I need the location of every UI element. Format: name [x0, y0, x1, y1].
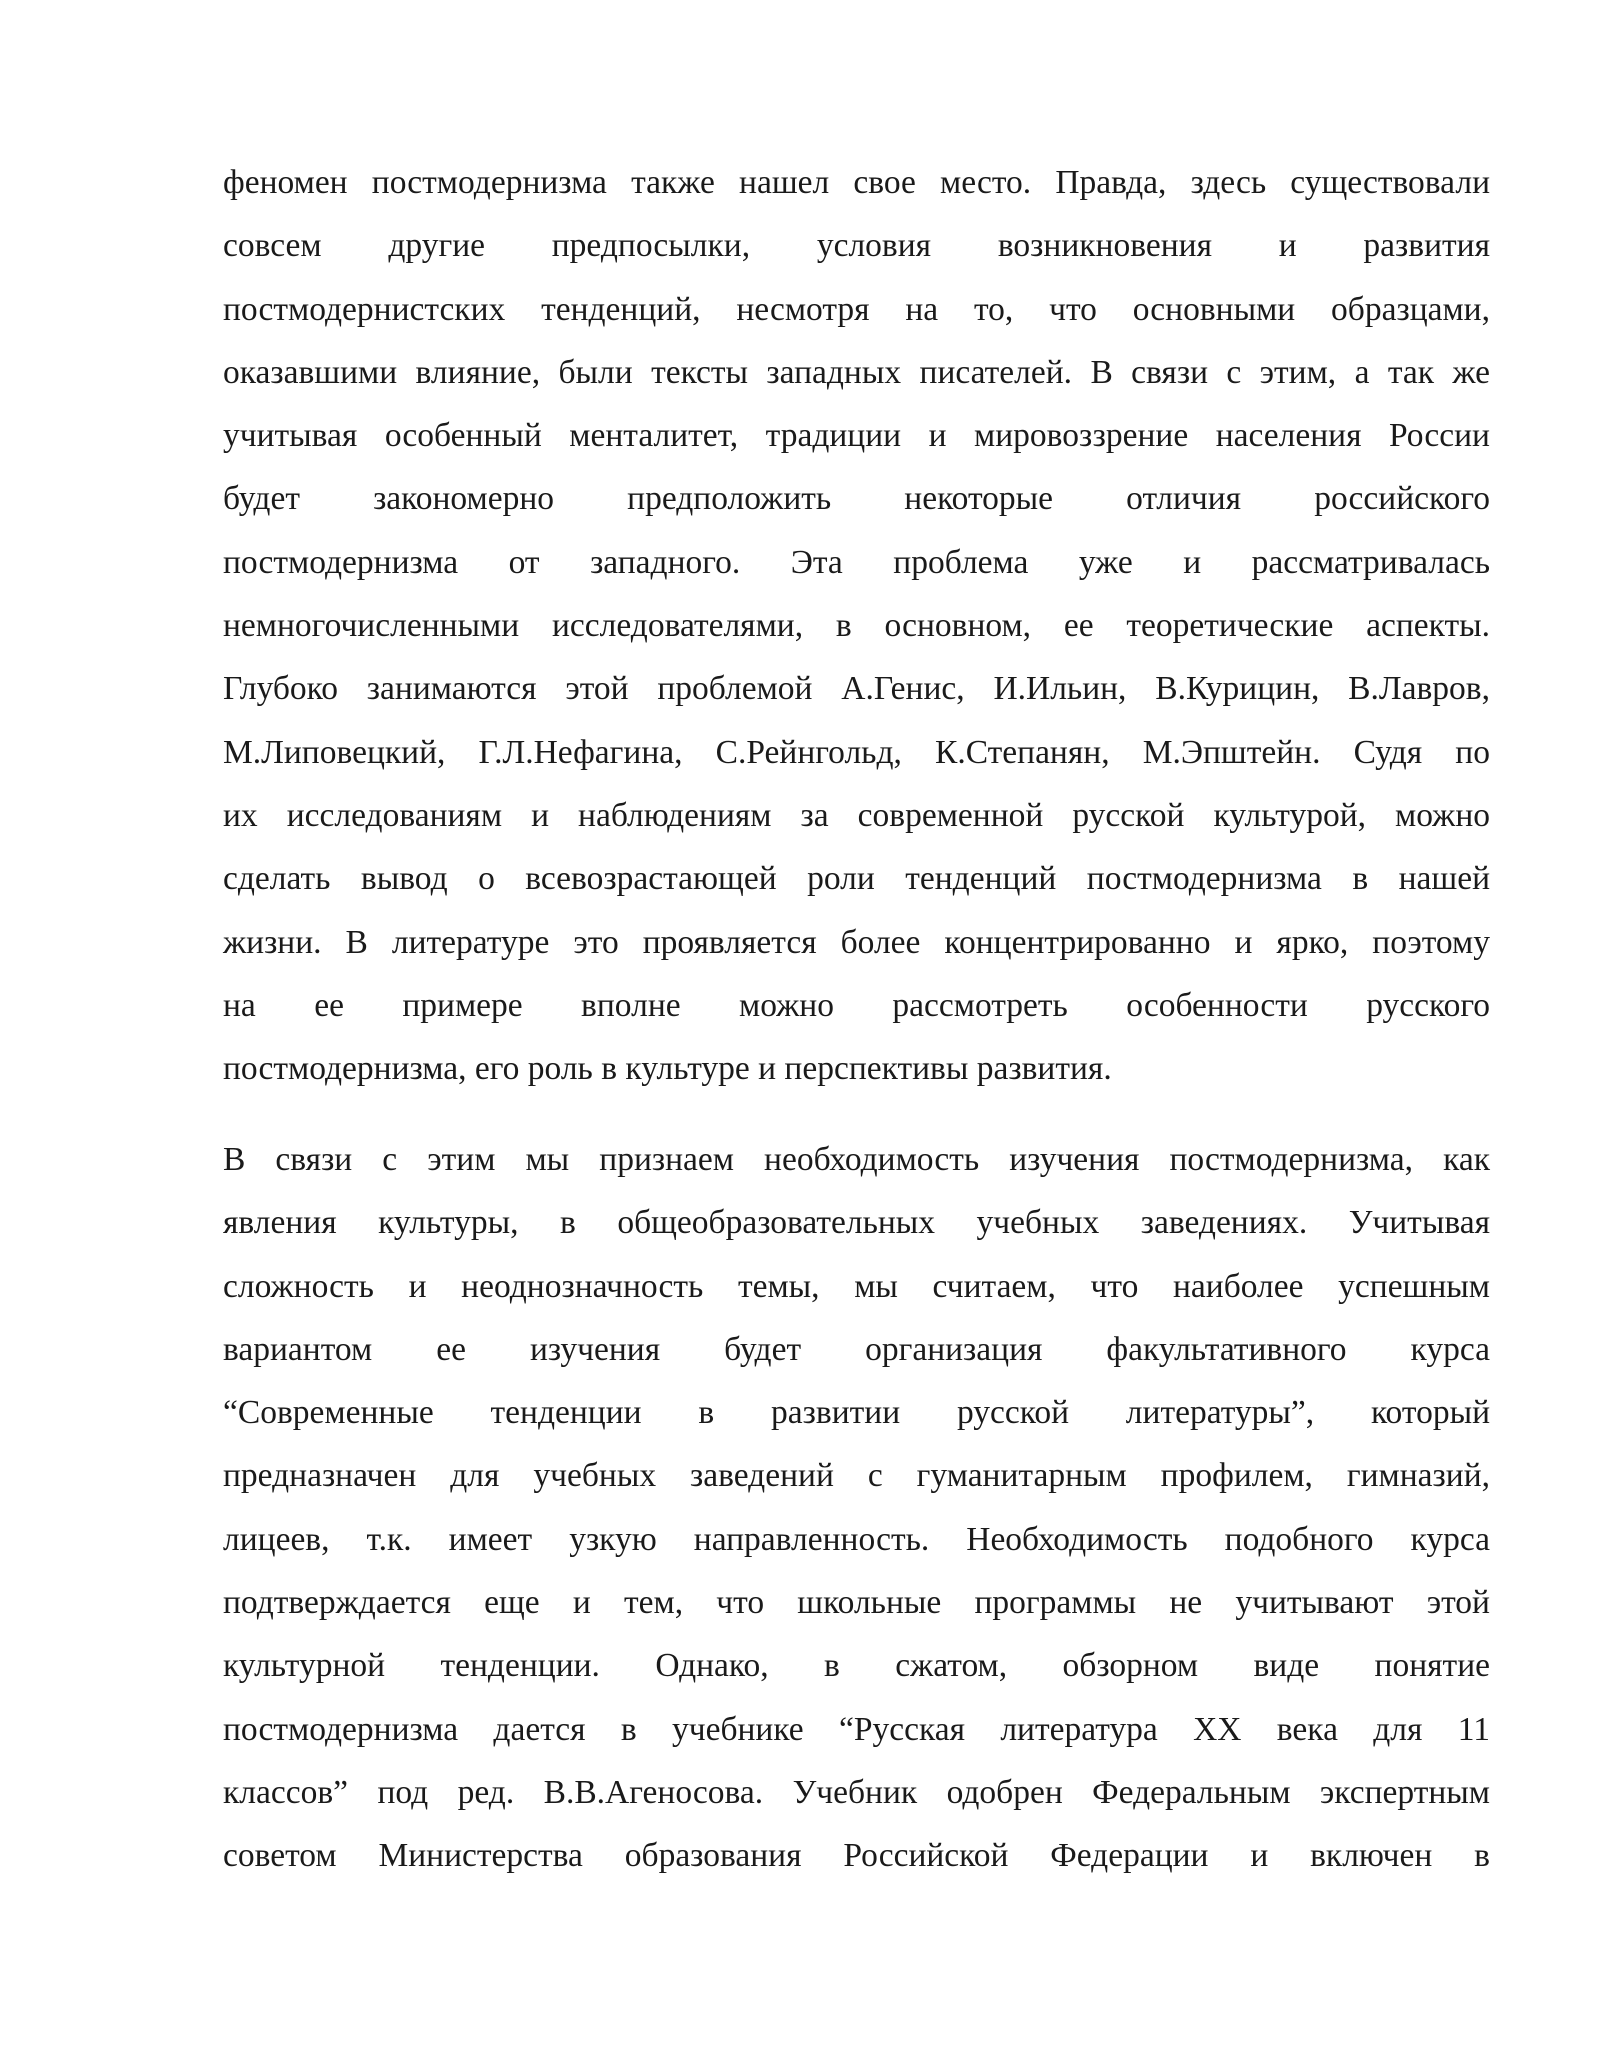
text-line: вариантом ее изучения будет организация факультативного курса	[223, 1330, 1490, 1368]
text-line: будет закономерно предположить некоторые отличия российского	[223, 480, 1490, 518]
text-line: постмодернизма, его роль в культуре и перспективы развития.	[223, 1050, 1112, 1088]
text-line: “Современные тенденции в развитии русской литературы”, который	[223, 1394, 1490, 1432]
paragraph	[223, 1128, 1490, 1888]
text-line: советом Министерства образования Российской Федерации и включен в	[223, 1837, 1490, 1875]
text-line: постмодернизма дается в учебнике “Русская литература XX века для 11	[223, 1710, 1490, 1748]
text-line: классов” под ред. В.В.Агеносова. Учебник одобрен Федеральным экспертным	[223, 1773, 1490, 1811]
text-line: явления культуры, в общеобразовательных учебных заведениях. Учитывая	[223, 1204, 1490, 1242]
text-line: подтверждается еще и тем, что школьные программы не учитывают этой	[223, 1584, 1490, 1622]
text-line: их исследованиям и наблюдениям за современной русской культурой, можно	[223, 796, 1490, 834]
text-line: лицеев, т.к. имеет узкую направленность. Необходимость подобного курса	[223, 1520, 1490, 1558]
text-line: Глубоко занимаются этой проблемой А.Генис, И.Ильин, В.Курицин, В.Лавров,	[223, 670, 1490, 708]
text-line: постмодернистских тенденций, несмотря на то, что основными образцами,	[223, 290, 1490, 328]
text-line: феномен постмодернизма также нашел свое место. Правда, здесь существовали	[223, 164, 1490, 201]
text-line: предназначен для учебных заведений с гуманитарным профилем, гимназий,	[223, 1457, 1490, 1495]
text-line: сделать вывод о всевозрастающей роли тенденций постмодернизма в нашей	[223, 860, 1490, 898]
text-line: сложность и неоднозначность темы, мы считаем, что наиболее успешным	[223, 1267, 1490, 1305]
text-line: М.Липовецкий, Г.Л.Нефагина, С.Рейнгольд, К.Степанян, М.Эпштейн. Судя по	[223, 733, 1490, 771]
text-line: постмодернизма от западного. Эта проблема уже и рассматривалась	[223, 543, 1490, 581]
text-line: культурной тенденции. Однако, в сжатом, обзорном виде понятие	[223, 1647, 1490, 1685]
text-line: учитывая особенный менталитет, традиции и мировоззрение населения России	[223, 417, 1490, 455]
text-line: жизни. В литературе это проявляется более концентрированно и ярко, поэтому	[223, 923, 1490, 961]
paragraph	[223, 151, 1490, 1100]
text-line: на ее примере вполне можно рассмотреть особенности русского	[223, 986, 1490, 1024]
text-line: оказавшими влияние, были тексты западных писателей. В связи с этим, а так же	[223, 353, 1490, 391]
text-line: В связи с этим мы признаем необходимость изучения постмодернизма, как	[223, 1141, 1490, 1178]
text-line: немногочисленными исследователями, в основном, ее теоретические аспекты.	[223, 607, 1490, 645]
text-line: совсем другие предпосылки, условия возникновения и развития	[223, 227, 1490, 265]
